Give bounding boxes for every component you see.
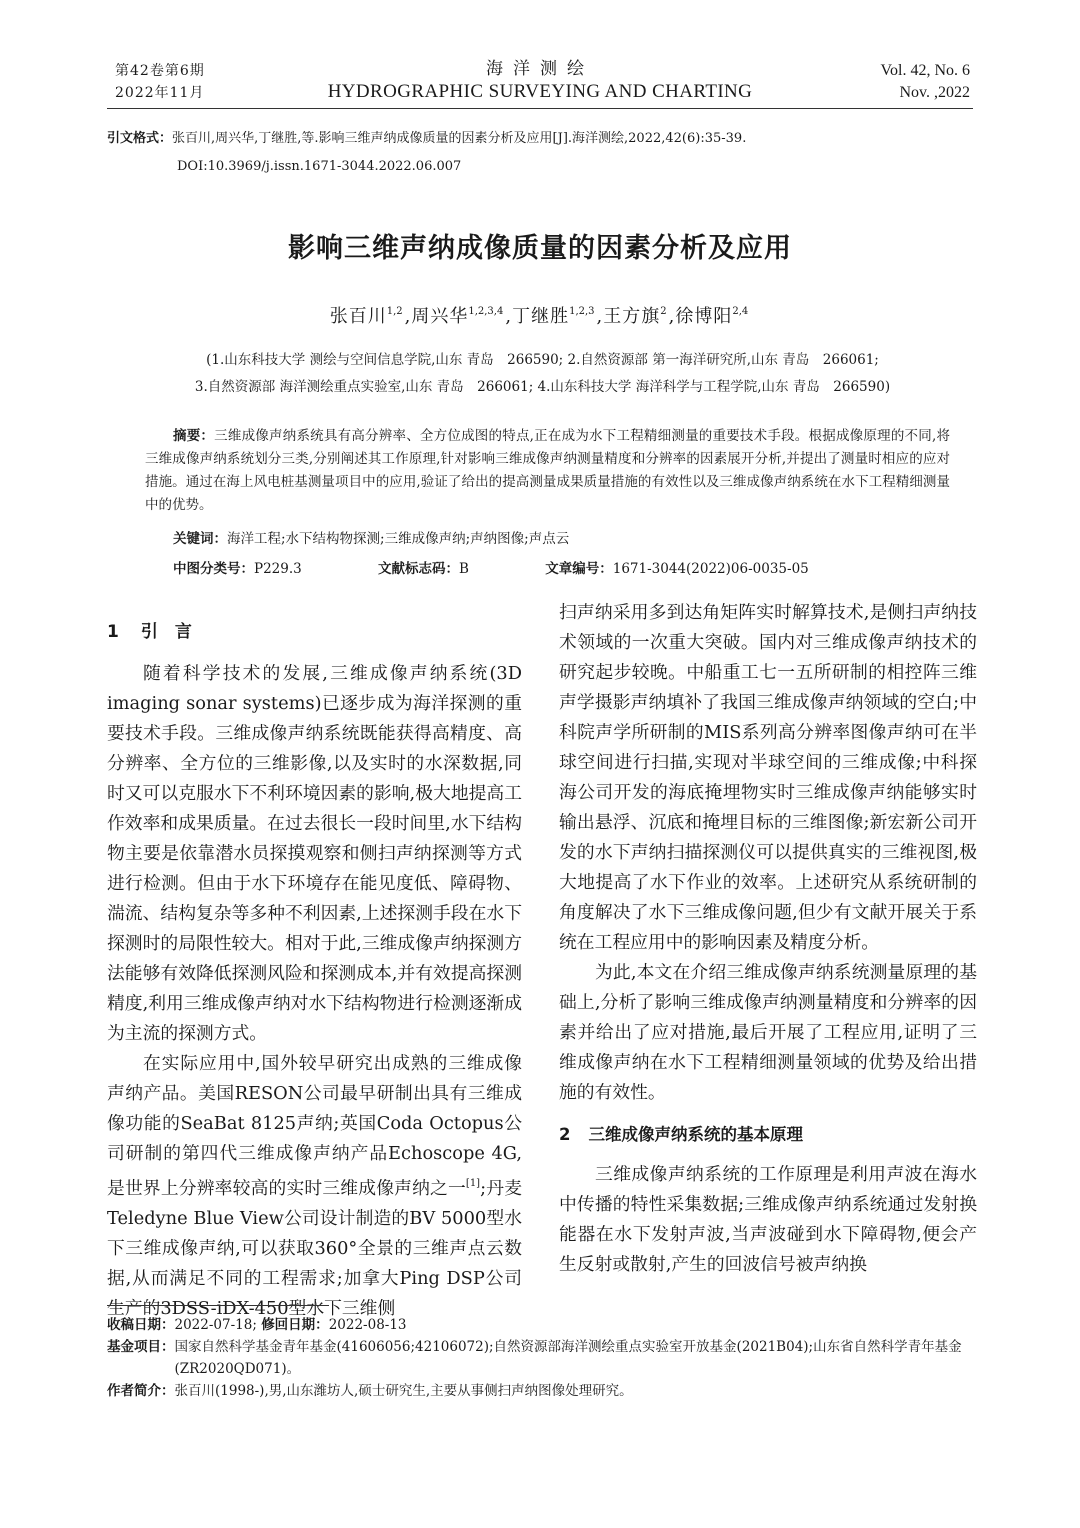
keywords-label: 关键词： xyxy=(173,531,227,547)
body-column-left xyxy=(107,617,522,1324)
affiliation-line: (1.山东科技大学 测绘与空间信息学院,山东 青岛 266590; 2.自然资源部 第一海洋研究所,山东 青岛 266061; xyxy=(206,352,879,368)
author: 徐博阳$^{2,4}$ xyxy=(675,306,749,327)
clc-number: 中图分类号：P229.3 xyxy=(173,561,302,577)
volume-cn: 第42卷第6期 xyxy=(115,63,205,79)
footnote-rule xyxy=(107,1305,329,1306)
citation-label: 引文格式： xyxy=(107,131,173,146)
volume-en: Vol. 42, No. 6 xyxy=(880,62,970,79)
body-column-right xyxy=(559,598,977,1280)
paragraph: 为此,本文在介绍三维成像声纳系统测量原理的基础上,分析了影响三维成像声纳测量精度和分辨率的因素并给出了应对措施,最后开展了工程应用,证明了三维成像声纳在水下工程精细测量领域的优势及给出措施的有效性。 xyxy=(559,962,977,1103)
section-2-heading: 2 三维成像声纳系统的基本原理 xyxy=(559,1125,803,1144)
author: 丁继胜$^{1,2,3}$ xyxy=(512,306,595,327)
reference-1[interactable]: [1] xyxy=(465,1178,481,1189)
footnotes xyxy=(107,1314,975,1402)
paragraph: 在实际应用中,国外较早研究出成熟的三维成像声纳产品。美国RESON公司最早研制出具有三维成像功能的SeaBat 8125声纳;英国Coda Octopus公司研制的第四代三维成像声纳产品Echoscope 4G,是世界上分辨率较高的实时三维成像声纳之一[1];丹麦Teledyne Blue View公司设计制造的BV 5000型水下三维成像声纳,可以获取360°全景的三维声点云数据,从而满足不同的工程需求;加拿大Ping DSP公司生产的3DSS-iDX-450型水下三维侧 xyxy=(107,1053,522,1319)
affiliation-line: 3.自然资源部 海洋测绘重点实验室,山东 青岛 266061; 4.山东科技大学 海洋科学与工程学院,山东 青岛 266590) xyxy=(194,379,891,395)
classification xyxy=(173,557,950,577)
citation-block xyxy=(107,125,973,181)
keywords-text: 海洋工程;水下结构物探测;三维成像声纳;声纳图像;声点云 xyxy=(227,531,570,547)
date-cn: 2022年11月 xyxy=(115,85,205,101)
journal-title-en: HYDROGRAPHIC SURVEYING AND CHARTING xyxy=(327,81,753,102)
header-right xyxy=(881,60,971,104)
affiliations xyxy=(120,347,965,401)
author-list: 张百川$^{1,2}$ ,周兴华$^{1,2,3,4}$ ,丁继胜$^{1,2,3}$ ,王方旗$^2$ ,徐博阳$^{2,4}$ xyxy=(329,306,749,327)
received-date: 收稿日期：2022-07-18; 修回日期：2022-08-13 xyxy=(107,1317,407,1333)
citation-text: 张百川,周兴华,丁继胜,等.影响三维声纳成像质量的因素分析及应用[J].海洋测绘,2022,42(6):35-39. xyxy=(172,131,747,146)
keywords xyxy=(173,527,950,547)
document-code: 文献标志码：B xyxy=(378,561,469,577)
paragraph: 随着科学技术的发展,三维成像声纳系统(3D imaging sonar systems)已逐步成为海洋探测的重要技术手段。三维成像声纳系统既能获得高精度、高分辨率、全方位的三维影像,以及实时的水深数据,同时又可以克服水下不利环境因素的影响,极大地提高工作效率和成果质量。在过去很长一段时间里,水下结构物主要是依靠潜水员探摸观察和侧扫声纳探测等方式进行检测。但由于水下环境存在能见度低、障碍物、湍流、结构复杂等多种不利因素,上述探测手段在水下探测时的局限性较大。相对于此,三维成像声纳探测方法能够有效降低探测风险和探测成本,并有效提高探测精度,利用三维成像声纳对水下结构物进行检测逐渐成为主流的探测方式。 xyxy=(107,663,522,1044)
header-rule xyxy=(107,108,973,109)
section-1-heading: 1 引 言 xyxy=(107,622,192,642)
funding: 基金项目： 国家自然科学基金青年基金(41606056;42106072);自然资源部海洋测绘重点实验室开放基金(2021B04);山东省自然科学青年基金(ZR2020QD071)。 xyxy=(107,1339,962,1377)
journal-title-cn: 海洋测绘 xyxy=(486,59,594,79)
author: 周兴华$^{1,2,3,4}$ xyxy=(411,306,504,327)
author: 王方旗$^2$ xyxy=(603,306,667,327)
paper-title: 影响三维声纳成像质量的因素分析及应用 xyxy=(288,233,792,264)
abstract-label: 摘要： xyxy=(173,428,215,444)
abstract-text: 三维成像声纳系统具有高分辨率、全方位成图的特点,正在成为水下工程精细测量的重要技术手段。根据成像原理的不同,将三维成像声纳系统划分三类,分别阐述其工作原理,针对影响三维成像声纳测量精度和分辨率的因素展开分析,并提出了测量时相应的应对措施。通过在海上风电桩基测量项目中的应用,验证了给出的提高测量成果质量措施的有效性以及三维成像声纳系统在水下工程精细测量中的优势。 xyxy=(145,428,950,513)
header-center xyxy=(300,58,780,104)
header-left xyxy=(115,60,205,104)
abstract xyxy=(145,425,950,517)
doi[interactable]: DOI:10.3969/j.issn.1671-3044.2022.06.007 xyxy=(177,159,462,174)
paragraph: 扫声纳采用多到达角矩阵实时解算技术,是侧扫声纳技术领域的一次重大突破。国内对三维成像声纳技术的研究起步较晚。中船重工七一五所研制的相控阵三维声学摄影声纳填补了我国三维成像声纳领域的空白;中科院声学所研制的MIS系列高分辨率图像声纳可在半球空间进行扫描,实现对半球空间的三维成像;中科探海公司开发的海底掩埋物实时三维成像声纳能够实时输出悬浮、沉底和掩埋目标的三维图像;新宏新公司开发的水下声纳扫描探测仪可以提供真实的三维视图,极大地提高了水下作业的效率。上述研究从系统研制的角度解决了水下三维成像问题,但少有文献开展关于系统在工程应用中的影响因素及精度分析。 xyxy=(559,602,977,953)
paragraph: 三维成像声纳系统的工作原理是利用声波在海水中传播的特性采集数据;三维成像声纳系统通过发射换能器在水下发射声波,当声波碰到水下障碍物,便会产生反射或散射,产生的回波信号被声纳换 xyxy=(559,1164,977,1275)
author: 张百川$^{1,2}$ xyxy=(329,306,403,327)
author-bio: 作者简介：张百川(1998-),男,山东潍坊人,硕士研究生,主要从事侧扫声纳图像处理研究。 xyxy=(107,1383,633,1399)
date-en: Nov. ,2022 xyxy=(899,84,970,101)
article-number: 文章编号：1671-3044(2022)06-0035-05 xyxy=(545,561,809,577)
